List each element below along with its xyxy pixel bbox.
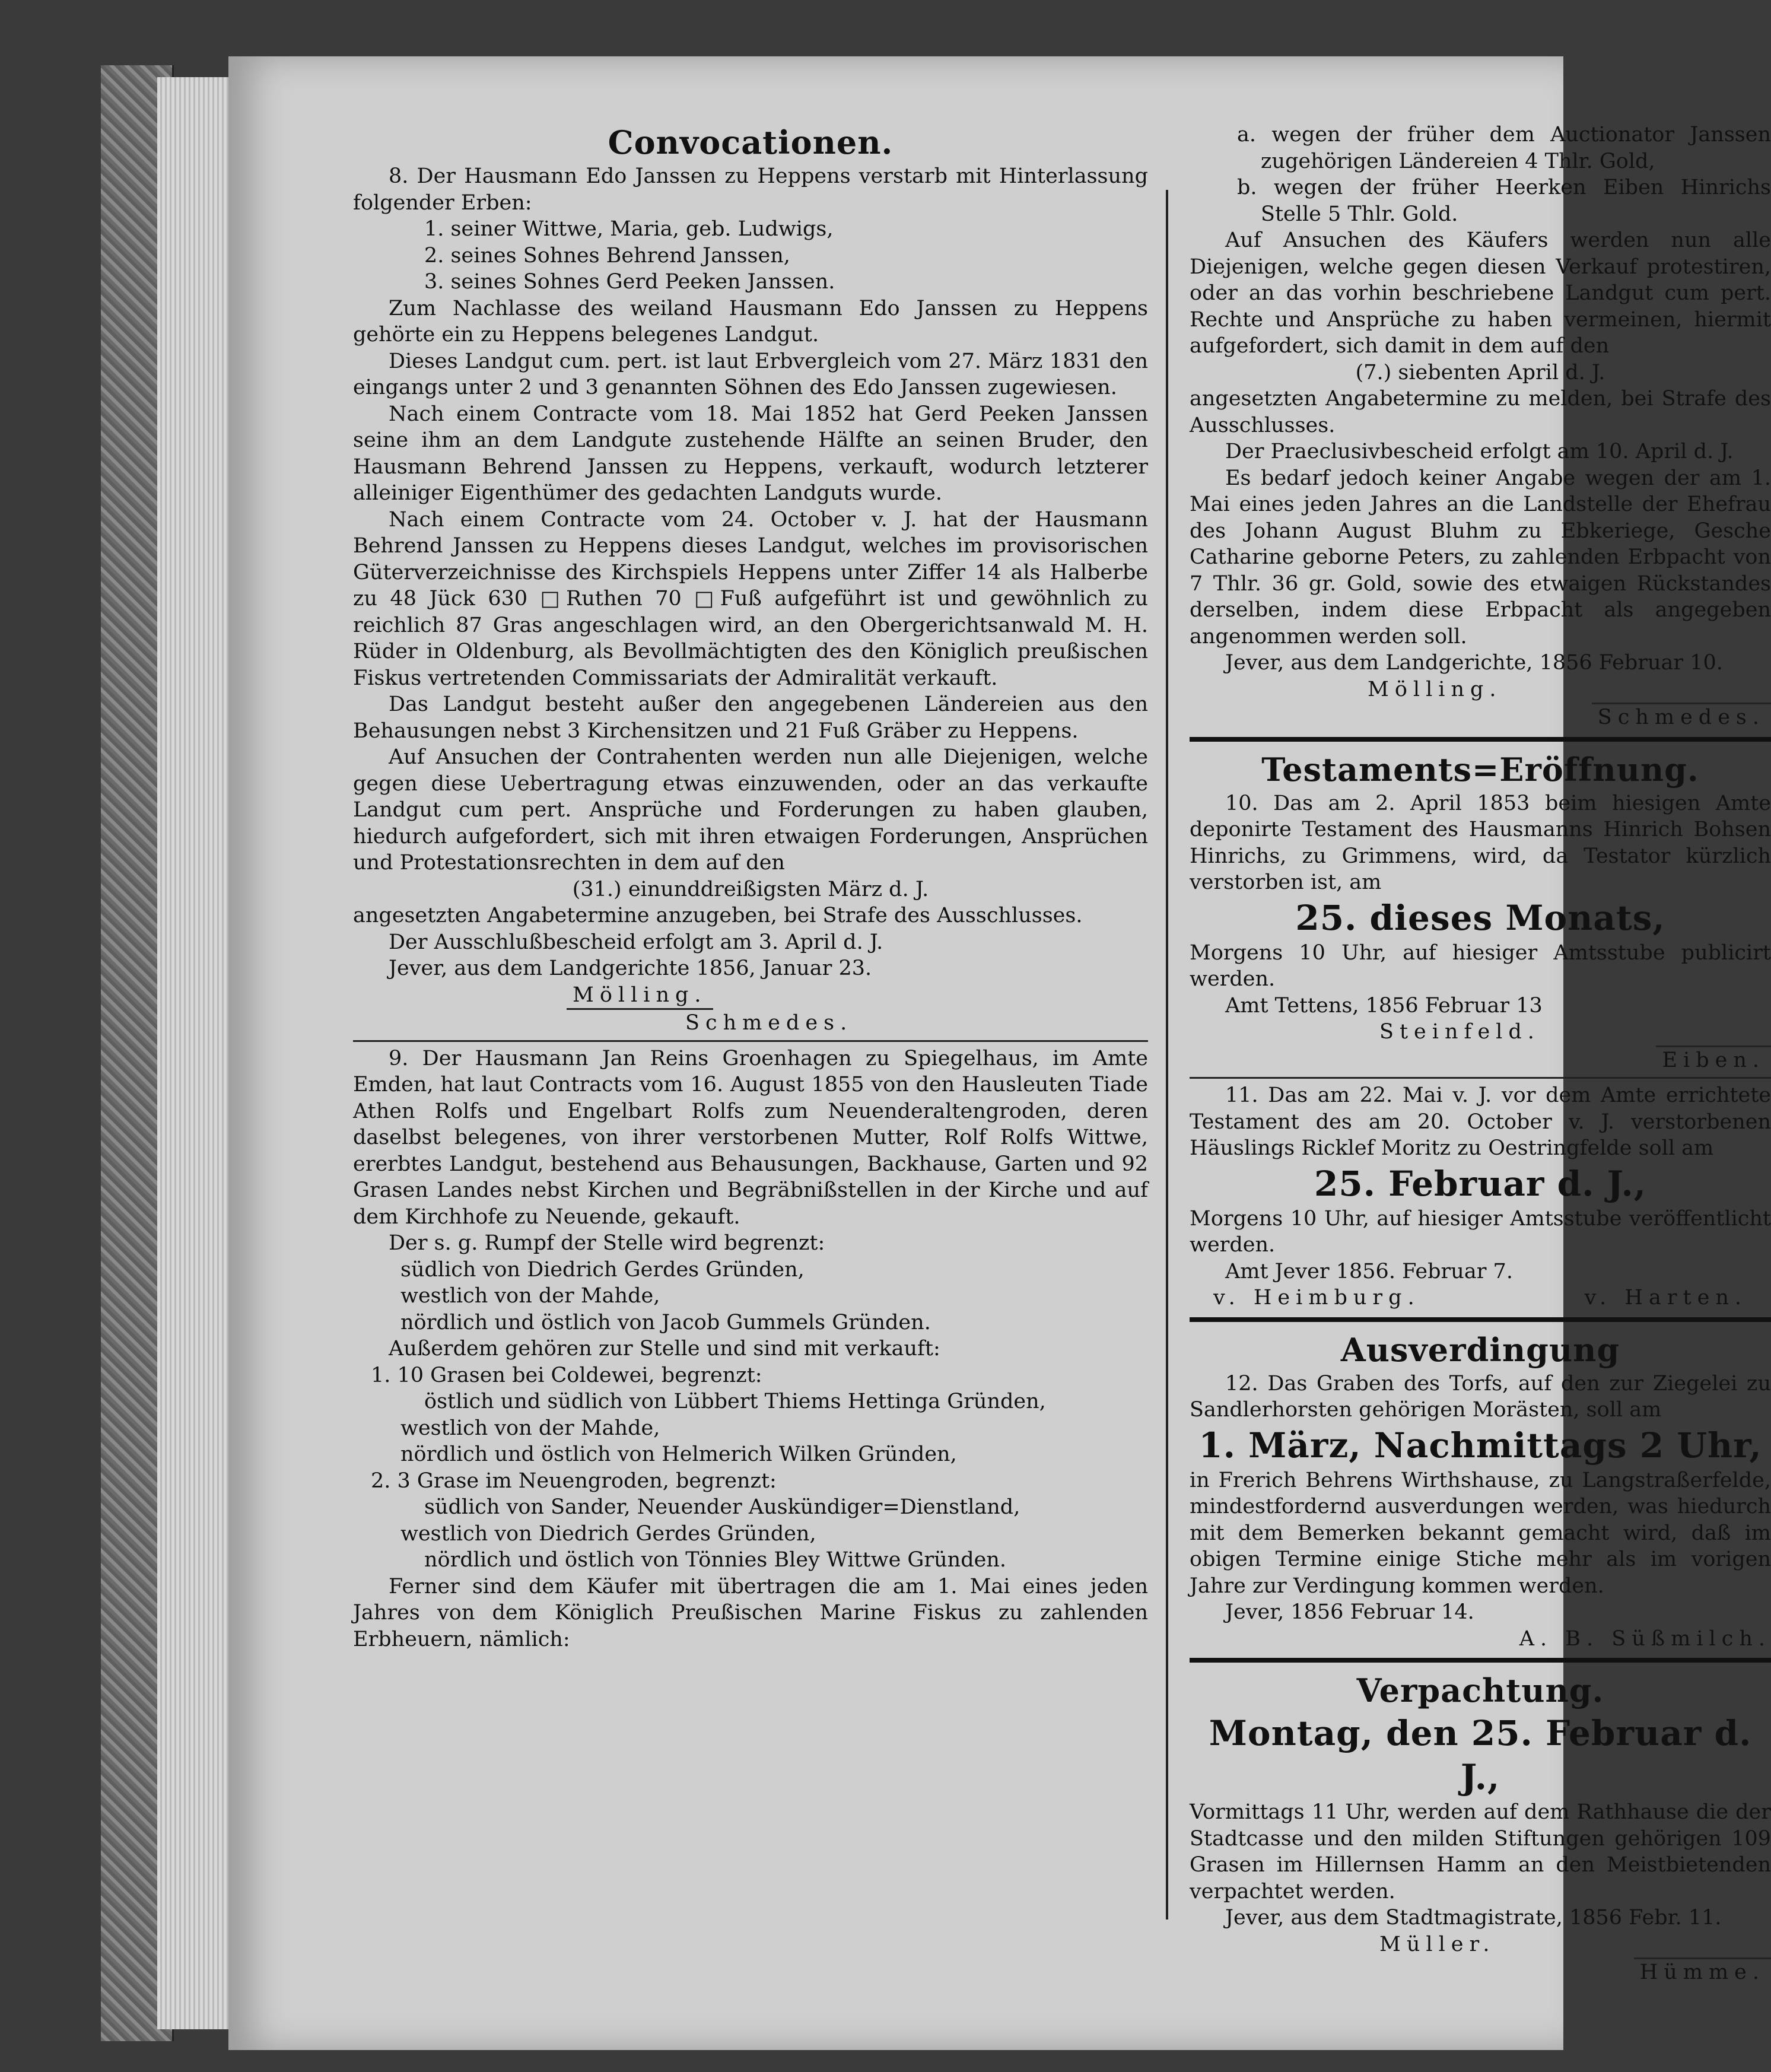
signature-moelling: Mölling. xyxy=(1368,677,1502,701)
notice-9-para: Ferner sind dem Käufer mit übertragen die am 1. Mai eines jeden Jahres von dem Königlich Preußischen Marine Fiskus zu zahlenden Erbheuern, nämlich: xyxy=(353,1574,1148,1651)
notice-8-para: Auf Ansuchen der Contrahenten werden nun alle Diejenigen, welche gegen diese Uebertragung etwas einzuwenden, oder an das verkaufte Landgut cum pert. Ansprüche und Forderungen zu haben glauben, hiedurch aufgefordert, sich mit ihren etwaigen Forderungen, Ansprüchen und Protestationsrechten in dem auf den xyxy=(353,745,1148,875)
boundary-line: nördlich und östlich von Jacob Gummels Gründen. xyxy=(400,1310,931,1334)
verpachtung-text: Vormittags 11 Uhr, werden auf dem Rathhause die der Stadtcasse und den milden Stiftungen gehörigen 109 Grasen im Hillernsen Hamm an den Meistbietenden verpachtet werden. xyxy=(1190,1800,1771,1903)
column-divider xyxy=(1166,190,1168,1920)
section-rule xyxy=(1190,1658,1771,1663)
notice-9-intro: 9. Der Hausmann Jan Reins Groenhagen zu Spiegelhaus, im Amte Emden, hat laut Contracts vom 16. August 1855 von den Hausleuten Tiade Athen Rolfs und Engelbart Rolfs zum Neuenderaltengroden, deren daselbst belegenes, von ihrer verstorbenen Mutter, Rolf Rolfs Wittwe, ererbtes Landgut, bestehend aus Behausungen, Backhause, Garten und 92 Grasen Landes nebst Kirchen und Begräbnißstellen in der Kirche und auf dem Kirchhofe zu Neuende, gekauft. xyxy=(353,1046,1148,1229)
notice-8-para: Nach einem Contracte vom 18. Mai 1852 hat Gerd Peeken Janssen seine ihm an dem Landgute zustehende Hälfte an seinen Bruder, den Hausmann Behrend Janssen zu Heppens, verkauft, wodurch letzterer alleiniger Eigenthümer des gedachten Landguts wurde. xyxy=(353,402,1148,505)
notice-9-cont: Der Praeclusivbescheid erfolgt am 10. April d. J. xyxy=(1225,440,1734,463)
item-2: 2. 3 Grase im Neuengroden, begrenzt: xyxy=(371,1469,777,1493)
notice-9-para: Der s. g. Rumpf der Stelle wird begrenzt: xyxy=(389,1231,825,1255)
notice-9-cont: Auf Ansuchen des Käufers werden nun alle Diejenigen, welche gegen diesen Verkauf protestiren, oder an das vorhin beschriebene Landgut cum pert. Rechte und Ansprüche zu haben vermeinen, hiermit aufgefordert, sich damit in dem auf den xyxy=(1190,228,1771,358)
notice-8-para: Nach einem Contracte vom 24. October v. J. hat der Hausmann Behrend Janssen zu Heppens dieses Landgut, welches im provisorischen Güterverzeichnisse des Kirchspiels Heppens unter Ziffer 14 als Halberbe zu 48 Jück 630 □Ruthen 70 □Fuß aufgeführt ist und gewöhnlich zu reichlich 87 Gras angeschlagen wird, an den Obergerichtsanwald M. H. Rüder in Oldenburg, als Bevollmächtigten des den Königlich preußischen Fiskus vertretenden Commissariats der Admiralität verkauft. xyxy=(353,507,1148,690)
heading-convocationen: Convocationen. xyxy=(608,123,894,161)
notice-11: 11. Das am 22. Mai v. J. vor dem Amte errichtete Testament des am 20. October v. J. verstorbenen Häuslings Ricklef Moritz zu Oestringfelde soll am xyxy=(1190,1083,1771,1160)
heading-ausverdingung: Ausverdingung xyxy=(1340,1330,1620,1369)
right-column xyxy=(1190,122,1771,1986)
verpachtung-place-date: Jever, aus dem Stadtmagistrate, 1856 Febr. 11. xyxy=(1225,1906,1722,1930)
notice-10-place-date: Amt Tettens, 1856 Februar 13 xyxy=(1225,993,1543,1018)
boundary-line: südlich von Sander, Neuender Auskündiger=Dienstland, xyxy=(424,1495,1020,1519)
signature-schmedes: Schmedes. xyxy=(685,1011,853,1035)
signature-harten: v. Harten. xyxy=(1584,1286,1747,1310)
heir-3: 3. seines Sohnes Gerd Peeken Janssen. xyxy=(424,270,835,294)
notice-8-para: Der Ausschlußbescheid erfolgt am 3. April d. J. xyxy=(389,930,883,954)
notice-9-deadline: (7.) siebenten April d. J. xyxy=(1355,360,1605,384)
notice-8-para: Dieses Landgut cum. pert. ist laut Erbvergleich vom 27. März 1831 den eingangs unter 2 und 3 genannten Söhnen des Edo Janssen zugewiesen. xyxy=(353,349,1148,399)
notice-9-place-date: Jever, aus dem Landgerichte, 1856 Februar 10. xyxy=(1225,651,1723,675)
notice-11-place-date: Amt Jever 1856. Februar 7. xyxy=(1225,1259,1513,1283)
notice-8-para: Zum Nachlasse des weiland Hausmann Edo Janssen zu Heppens gehörte ein zu Heppens belegenes Landgut. xyxy=(353,296,1148,347)
divider xyxy=(353,1040,1148,1042)
boundary-line: östlich und südlich von Lübbert Thiems Hettinga Gründen, xyxy=(424,1390,1046,1413)
notice-8-para: angesetzten Angabetermine anzugeben, bei Strafe des Ausschlusses. xyxy=(353,904,1083,927)
notice-9-para: Außerdem gehören zur Stelle und sind mit verkauft: xyxy=(389,1337,940,1361)
divider xyxy=(1190,1077,1771,1079)
notice-12-cont: in Frerich Behrens Wirthshause, zu Langstraßerfelde, mindestfordernd ausverdungen werden, was hiedurch mit dem Bemerken bekannt gemacht wird, daß im obigen Termine einige Stiche mehr als im vorigen Jahre zur Verdingung kommen werden. xyxy=(1190,1468,1771,1598)
signature-moelling: Mölling. xyxy=(567,982,713,1010)
fee-b: b. wegen der früher Heerken Eiben Hinrichs Stelle 5 Thlr. Gold. xyxy=(1237,176,1771,226)
notice-8-place-date: Jever, aus dem Landgerichte 1856, Januar 23. xyxy=(389,956,872,980)
section-rule xyxy=(1190,737,1771,742)
page-edges xyxy=(157,77,234,2029)
newspaper-page xyxy=(228,56,1771,2050)
heir-2: 2. seines Sohnes Behrend Janssen, xyxy=(424,243,790,268)
boundary-line: nördlich und östlich von Helmerich Wilken Gründen, xyxy=(400,1442,957,1466)
signature-mueller: Müller. xyxy=(1379,1932,1496,1956)
signature-heimburg: v. Heimburg. xyxy=(1213,1286,1420,1310)
notice-10-cont: Morgens 10 Uhr, auf hiesiger Amtsstube publicirt werden. xyxy=(1190,940,1771,991)
section-rule xyxy=(1190,1317,1771,1322)
notice-10: 10. Das am 2. April 1853 beim hiesigen Amte deponirte Testament des Hausmanns Hinrich Bohsen Hinrichs, zu Grimmens, wird, da Testator kürzlich verstorben ist, am xyxy=(1190,791,1771,894)
notice-8-para: Das Landgut besteht außer den angegebenen Ländereien aus den Behausungen nebst 3 Kirchensitzen und 21 Fuß Gräber zu Heppens. xyxy=(353,692,1148,743)
left-column xyxy=(353,122,1148,1652)
date-1-maerz: 1. März, Nachmittags 2 Uhr, xyxy=(1198,1425,1762,1466)
boundary-line: westlich von der Mahde, xyxy=(400,1284,660,1308)
boundary-line: südlich von Diedrich Gerdes Gründen, xyxy=(400,1257,805,1282)
signature-huemme: Hümme. xyxy=(1634,1957,1771,1986)
signature-schmedes: Schmedes. xyxy=(1592,703,1771,731)
notice-12-place-date: Jever, 1856 Februar 14. xyxy=(1225,1600,1474,1624)
notice-9-cont: angesetzten Angabetermine zu melden, bei Strafe des Ausschlusses. xyxy=(1190,387,1771,437)
date-25-februar: 25. Februar d. J., xyxy=(1314,1163,1646,1204)
boundary-line: westlich von Diedrich Gerdes Gründen, xyxy=(400,1521,816,1546)
boundary-line: nördlich und östlich von Tönnies Bley Wittwe Gründen. xyxy=(424,1548,1006,1572)
fee-a: a. wegen der früher dem Auctionator Janssen zugehörigen Ländereien 4 Thlr. Gold, xyxy=(1237,123,1771,173)
boundary-line: westlich von der Mahde, xyxy=(400,1416,660,1440)
date-montag-25-februar: Montag, den 25. Februar d. J., xyxy=(1209,1713,1752,1797)
heading-verpachtung: Verpachtung. xyxy=(1356,1671,1604,1709)
heir-1: 1. seiner Wittwe, Maria, geb. Ludwigs, xyxy=(424,217,834,241)
heading-testaments-eroeffnung: Testaments=Eröffnung. xyxy=(1261,750,1699,789)
signature-eiben: Eiben. xyxy=(1656,1045,1771,1074)
notice-8-intro: 8. Der Hausmann Edo Janssen zu Heppens verstarb mit Hinterlassung folgender Erben: xyxy=(353,164,1148,215)
notice-8-deadline: (31.) einunddreißigsten März d. J. xyxy=(572,877,929,901)
signature-steinfeld: Steinfeld. xyxy=(1379,1020,1540,1044)
item-1: 1. 10 Grasen bei Coldewei, begrenzt: xyxy=(371,1363,762,1387)
signature-suessmilch: A. B. Süßmilch. xyxy=(1519,1626,1771,1651)
notice-12: 12. Das Graben des Torfs, auf den zur Ziegelei zu Sandlerhorsten gehörigen Morästen, soll am xyxy=(1190,1371,1771,1422)
date-25-dieses-monats: 25. dieses Monats, xyxy=(1295,897,1665,938)
notice-11-cont: Morgens 10 Uhr, auf hiesiger Amtsstube veröffentlicht werden. xyxy=(1190,1206,1771,1257)
notice-9-cont: Es bedarf jedoch keiner Angabe wegen der am 1. Mai eines jeden Jahres an die Landstelle der Ehefrau des Johann August Bluhm zu Ebkeriege, Gesche Catharine geborne Peters, zu zahlenden Erbpacht von 7 Thlr. 36 gr. Gold, sowie des etwaigen Rückstandes derselben, indem diese Erbpacht als angegeben angenommen werden soll. xyxy=(1190,466,1771,649)
